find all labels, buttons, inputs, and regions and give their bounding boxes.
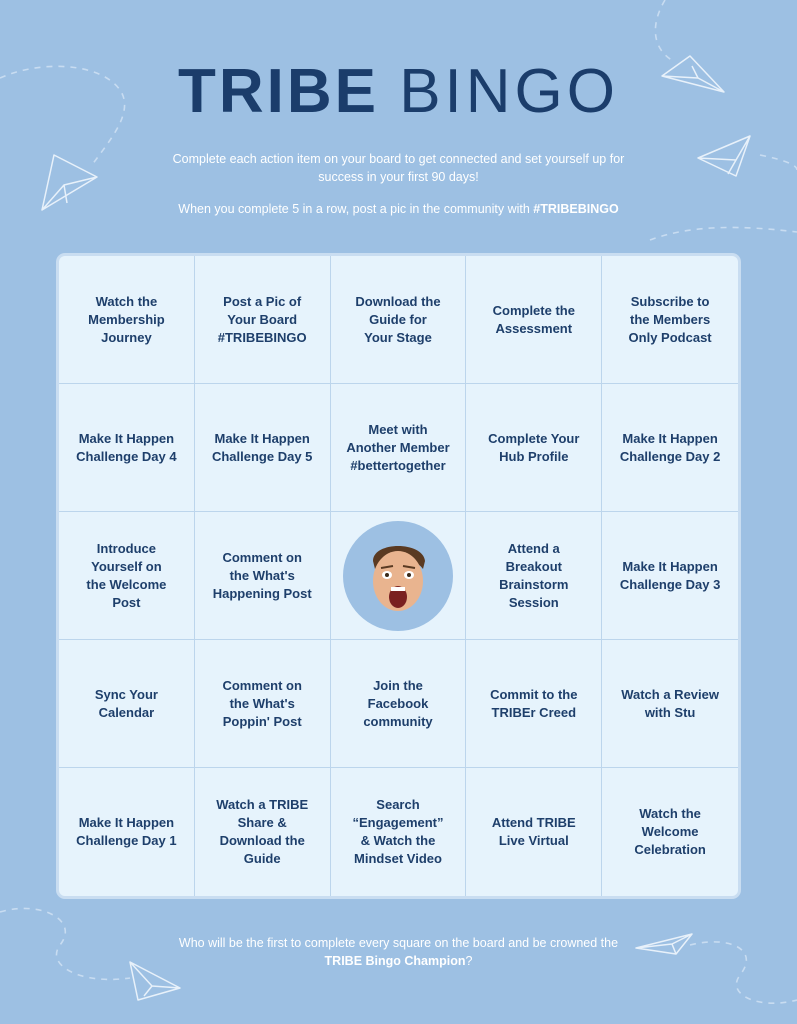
bingo-cell: Introduce Yourself on the Welcome Post: [59, 512, 195, 640]
bingo-cell: Complete Your Hub Profile: [466, 384, 602, 512]
paper-plane-icon: [698, 136, 750, 176]
bingo-board: [56, 253, 741, 899]
intro-text: Complete each action item on your board to get connected and set yourself up for success in your first 90 days!: [172, 152, 625, 184]
bingo-cell: Download the Guide for Your Stage: [331, 256, 467, 384]
bingo-cell: Search “Engagement” & Watch the Mindset Video: [331, 768, 467, 896]
bingo-cell: Watch a Review with Stu: [602, 640, 738, 768]
bingo-cell: Sync Your Calendar: [59, 640, 195, 768]
bingo-cell: Attend a Breakout Brainstorm Session: [466, 512, 602, 640]
bingo-cell: Comment on the What's Happening Post: [195, 512, 331, 640]
avatar: [343, 521, 453, 631]
rules-hashtag: #TRIBEBINGO: [533, 202, 619, 216]
bingo-cell: Commit to the TRIBEr Creed: [466, 640, 602, 768]
bingo-cell: Meet with Another Member #bettertogether: [331, 384, 467, 512]
outro-text-after: ?: [465, 954, 473, 968]
paper-plane-icon: [636, 934, 692, 954]
free-space-cell: [331, 512, 467, 640]
bingo-cell: Make It Happen Challenge Day 2: [602, 384, 738, 512]
face-icon: [343, 521, 453, 631]
rules-text-body: When you complete 5 in a row, post a pic in the community with: [178, 202, 534, 216]
bingo-cell: Make It Happen Challenge Day 1: [59, 768, 195, 896]
bingo-cell: Watch the Welcome Celebration: [634, 806, 706, 857]
bingo-cell: Make It Happen Challenge Day 5: [195, 384, 331, 512]
bingo-cell: Make It Happen Challenge Day 4: [59, 384, 195, 512]
bingo-cell: Join the Facebook community: [331, 640, 467, 768]
bingo-cell: Post a Pic of Your Board #TRIBEBINGO: [195, 256, 331, 384]
title-tribe: TRIBE: [177, 57, 379, 126]
page-title: [0, 52, 797, 132]
outro-text-before: Who will be the first to complete every square on the board and be crowned the: [178, 936, 619, 950]
bingo-cell: Make It Happen Challenge Day 3: [602, 512, 738, 640]
bingo-cell: Watch a TRIBE Share & Download the Guide: [195, 768, 331, 896]
title-bingo: BINGO: [399, 57, 620, 126]
outro-text: [160, 934, 637, 970]
paper-plane-icon: [42, 155, 97, 210]
rules-text: [100, 200, 697, 218]
outro-highlight: TRIBE Bingo Champion: [324, 954, 466, 968]
bingo-cell: Attend TRIBE Live Virtual: [466, 768, 602, 896]
bingo-cell: Complete the Assessment: [466, 256, 602, 384]
bingo-cell: Watch the Membership Journey: [59, 256, 195, 384]
bingo-cell: Comment on the What's Poppin' Post: [195, 640, 331, 768]
bingo-cell: Subscribe to the Members Only Podcast: [602, 256, 738, 384]
